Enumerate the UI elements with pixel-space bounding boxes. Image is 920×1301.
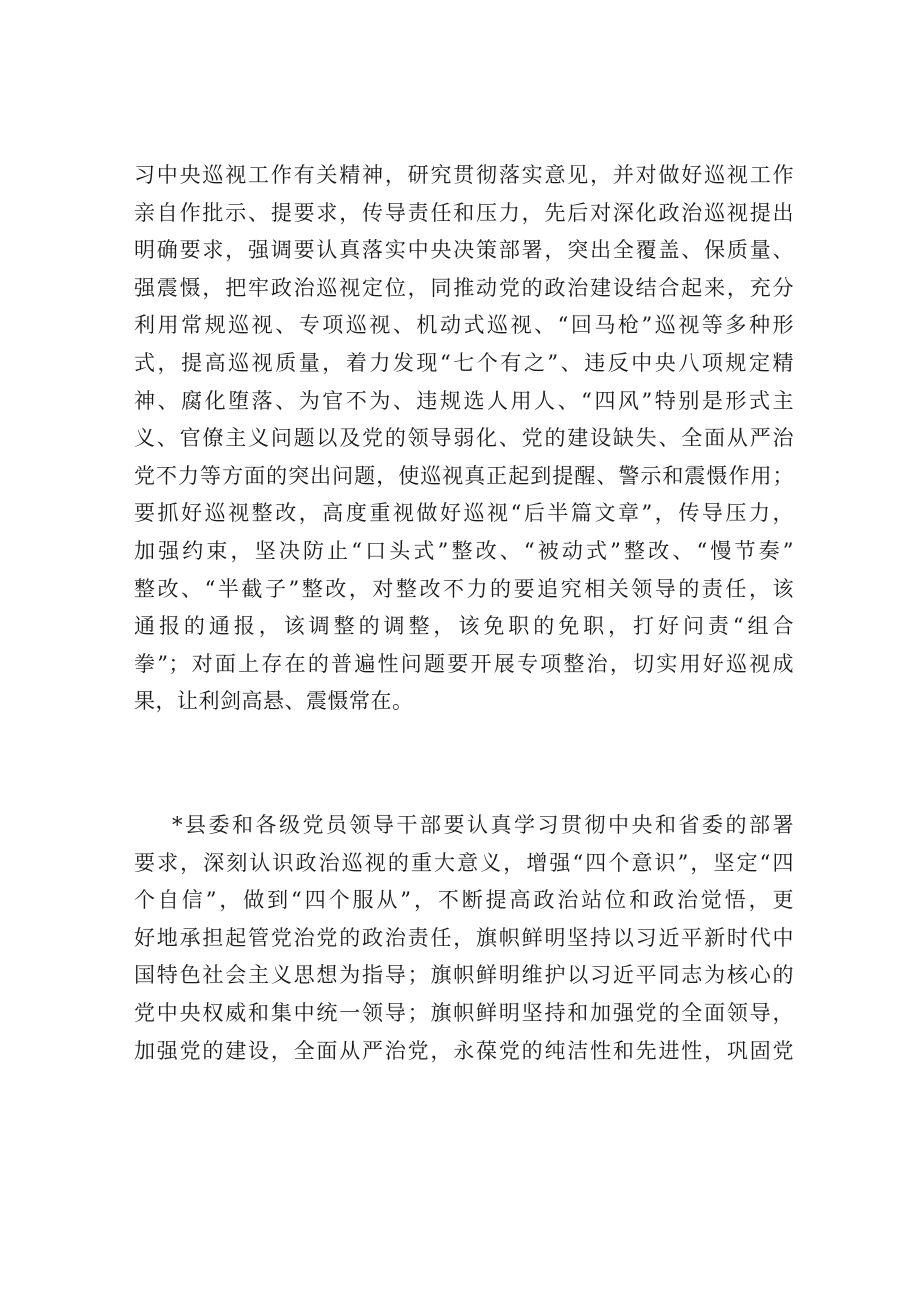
- text-line: 亲自作批示、提要求，传导责任和压力，先后对深化政治巡视提出: [134, 200, 794, 225]
- text-line: 要抓好巡视整改，高度重视做好巡视“后半篇文章”，传导压力，: [134, 501, 794, 526]
- text-line: 义、官僚主义问题以及党的领导弱化、党的建设缺失、全面从严治: [134, 426, 794, 451]
- paragraph-inspection-work: [134, 157, 794, 721]
- text-line: 通报的通报，该调整的调整，该免职的免职，打好问责“组合: [134, 614, 794, 639]
- text-line: 拳”；对面上存在的普遍性问题要开展专项整治，切实用好巡视成: [134, 651, 794, 676]
- text-line: 整改、“半截子”整改，对整改不力的要追究相关领导的责任，该: [134, 576, 794, 601]
- text-line: 加强党的建设，全面从严治党，永葆党的纯洁性和先进性，巩固党: [134, 1038, 794, 1063]
- text-line: 好地承担起管党治党的政治责任，旗帜鲜明坚持以习近平新时代中: [134, 925, 794, 950]
- paragraph-county-committee: [134, 807, 794, 1070]
- text-line: 强震慑，把牢政治巡视定位，同推动党的政治建设结合起来，充分: [134, 275, 794, 300]
- text-line: 习中央巡视工作有关精神，研究贯彻落实意见，并对做好巡视工作: [134, 163, 794, 187]
- text-line: 神、腐化堕落、为官不为、违规选人用人、“四风”特别是形式主: [134, 388, 794, 413]
- text-line: 式，提高巡视质量，着力发现“七个有之”、违反中央八项规定精: [134, 350, 794, 375]
- text-line: 党不力等方面的突出问题，使巡视真正起到提醒、警示和震慑作用；: [134, 463, 794, 488]
- text-line: 国特色社会主义思想为指导；旗帜鲜明维护以习近平同志为核心的: [134, 963, 794, 988]
- text-line: 要求，深刻认识政治巡视的重大意义，增强“四个意识”，坚定“四: [134, 850, 794, 875]
- text-line: 明确要求，强调要认真落实中央决策部署，突出全覆盖、保质量、: [134, 238, 794, 263]
- text-line: *县委和各级党员领导干部要认真学习贯彻中央和省委的部署: [172, 813, 794, 837]
- text-line: 加强约束，坚决防止“口头式”整改、“被动式”整改、“慢节奏”: [134, 538, 794, 563]
- text-line: 利用常规巡视、专项巡视、机动式巡视、“回马枪”巡视等多种形: [134, 313, 794, 338]
- text-line: 党中央权威和集中统一领导；旗帜鲜明坚持和加强党的全面领导，: [134, 1000, 794, 1025]
- text-line: 果，让利剑高悬、震慑常在。: [134, 689, 414, 714]
- text-line: 个自信”，做到“四个服从”，不断提高政治站位和政治觉悟，更: [134, 888, 794, 913]
